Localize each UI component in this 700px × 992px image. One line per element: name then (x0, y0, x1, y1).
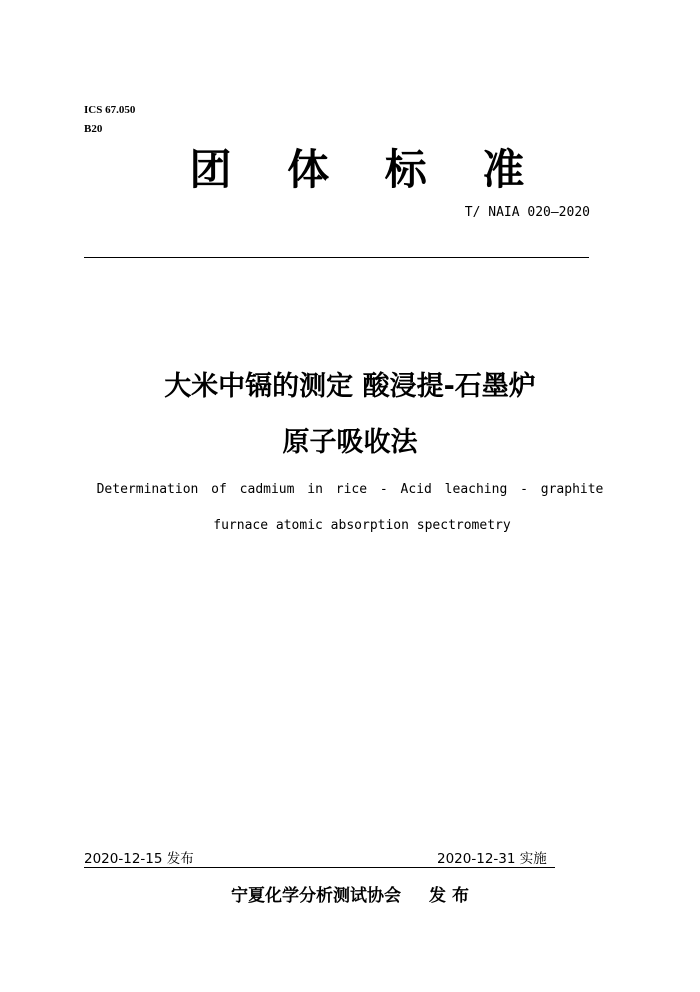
document-type-char: 体 (287, 145, 330, 194)
title-chinese-line-1: 大米中镉的测定 酸浸提-石墨炉 (164, 371, 536, 402)
publisher-name: 宁夏化学分析测试协会 (231, 886, 402, 906)
title-english-line-2: furnace atomic absorption spectrometry (213, 518, 511, 533)
standard-number: T/ NAIA 020—2020 (464, 205, 590, 220)
ics-code: ICS 67.050 (84, 104, 136, 116)
publisher-line (0, 884, 700, 908)
document-type-heading (0, 140, 700, 200)
title-chinese-line-2: 原子吸收法 (282, 427, 418, 458)
footer-divider (84, 867, 555, 868)
implementation-date: 2020-12-31 实施 (437, 851, 547, 867)
publish-date: 2020-12-15 发布 (84, 851, 194, 867)
ccs-code: B20 (84, 123, 103, 135)
document-type-char: 团 (189, 145, 232, 194)
header-divider (84, 257, 589, 258)
document-type-char: 标 (384, 145, 427, 194)
document-type-char: 准 (482, 145, 525, 194)
title-english-line-1: Determination of cadmium in rice - Acid leaching - graphite (96, 482, 604, 497)
publisher-action: 发 布 (429, 886, 469, 906)
